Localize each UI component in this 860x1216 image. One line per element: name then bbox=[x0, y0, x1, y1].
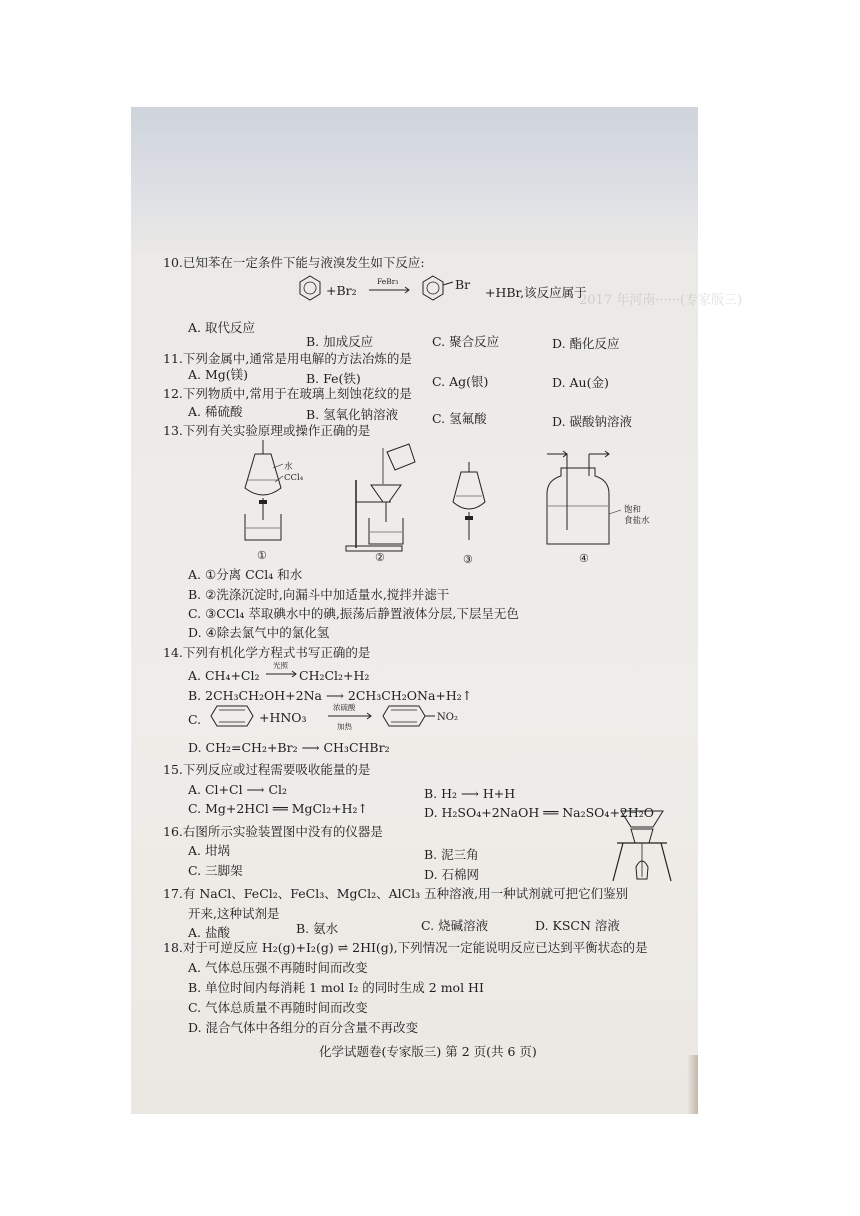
q17-stem: 17.有 NaCl、FeCl₂、FeCl₃、MgCl₂、AlCl₃ 五种溶液,用一种试剂就可把它们鉴别 bbox=[163, 886, 629, 901]
q12-option-a[interactable]: A. 稀硫酸 bbox=[188, 404, 243, 419]
bleed-through-text: 2017 年河南······(专家版三) bbox=[579, 293, 743, 308]
pouring-beaker-icon bbox=[387, 444, 415, 470]
q18-option-c[interactable]: C. 气体总质量不再随时间而改变 bbox=[188, 1000, 368, 1015]
q14-a-arrow-icon bbox=[266, 670, 298, 678]
q12-stem: 12.下列物质中,常用于在玻璃上刻蚀花纹的是 bbox=[163, 386, 412, 401]
filtration-stand-2-icon bbox=[346, 444, 415, 551]
q16-stem: 16.右图所示实验装置图中没有的仪器是 bbox=[163, 824, 383, 839]
q10-option-d[interactable]: D. 酯化反应 bbox=[552, 336, 620, 351]
q14-c-condition-bottom: 加热 bbox=[337, 722, 352, 731]
q16-option-b[interactable]: B. 泥三角 bbox=[424, 847, 479, 862]
q14-option-b[interactable]: B. 2CH₃CH₂OH+2Na ⟶ 2CH₃CH₂ONa+H₂↑ bbox=[188, 688, 473, 703]
q12-option-c[interactable]: C. 氢氟酸 bbox=[432, 411, 487, 426]
nitrobenzene-ring-icon bbox=[383, 706, 425, 726]
q11-option-a[interactable]: A. Mg(镁) bbox=[188, 367, 249, 382]
tripod-icon bbox=[613, 843, 623, 881]
q17-option-b[interactable]: B. 氨水 bbox=[296, 921, 339, 936]
benzene-ring-icon bbox=[211, 706, 253, 726]
q18-option-a[interactable]: A. 气体总压强不再随时间而改变 bbox=[188, 960, 368, 975]
q16-option-c[interactable]: C. 三脚架 bbox=[188, 863, 243, 878]
q13-fig-num-2: ② bbox=[375, 551, 385, 564]
q14-c-mid: +HNO₃ bbox=[259, 710, 307, 725]
q11-option-d[interactable]: D. Au(金) bbox=[552, 375, 609, 390]
q10-br-label: Br bbox=[455, 277, 471, 292]
q14-c-no2: NO₂ bbox=[437, 712, 458, 723]
q14-c-label[interactable]: C. bbox=[188, 712, 202, 727]
q10-catalyst: FeBr₃ bbox=[377, 277, 399, 286]
q13-option-b[interactable]: B. ②洗涤沉淀时,向漏斗中加适量水,搅拌并滤干 bbox=[188, 587, 450, 602]
separatory-funnel-3-icon bbox=[453, 462, 485, 540]
q10-option-b[interactable]: B. 加成反应 bbox=[306, 334, 374, 349]
q15-option-b[interactable]: B. H₂ ⟶ H+H bbox=[424, 786, 516, 801]
q13-option-a[interactable]: A. ①分离 CCl₄ 和水 bbox=[188, 567, 303, 582]
q13-fig-num-3: ③ bbox=[463, 553, 473, 566]
q15-option-d[interactable]: D. H₂SO₄+2NaOH ══ Na₂SO₄+2H₂O bbox=[424, 805, 655, 820]
q13-label-ccl4: CCl₄ bbox=[284, 473, 304, 483]
q17-stem-continued: 开来,这种试剂是 bbox=[188, 906, 280, 921]
q18-stem: 18.对于可逆反应 H₂(g)+I₂(g) ⇌ 2HI(g),下列情况一定能说明反应已达到平衡状态的是 bbox=[163, 940, 648, 955]
q14-stem: 14.下列有机化学方程式书写正确的是 bbox=[163, 645, 371, 660]
q10-plus-br2: +Br₂ bbox=[326, 283, 357, 298]
q17-option-d[interactable]: D. KSCN 溶液 bbox=[535, 918, 620, 933]
q16-crucible-tripod-figure bbox=[609, 807, 675, 885]
funnel-icon bbox=[621, 811, 663, 827]
separatory-funnel-1-icon bbox=[245, 440, 283, 540]
q11-option-c[interactable]: C. Ag(银) bbox=[432, 374, 489, 389]
q13-label-brine-1: 饱和 bbox=[624, 505, 642, 515]
q13-fig-num-4: ④ bbox=[579, 552, 589, 565]
q15-option-a[interactable]: A. Cl+Cl ⟶ Cl₂ bbox=[188, 782, 288, 797]
q13-fig-num-1: ① bbox=[257, 549, 267, 562]
q17-option-a[interactable]: A. 盐酸 bbox=[188, 925, 230, 940]
exam-page-photo bbox=[131, 107, 743, 1114]
q10-stem: 10.已知苯在一定条件下能与液溴发生如下反应: bbox=[163, 255, 425, 270]
q10-tail: +HBr,该反应属于 bbox=[485, 285, 587, 300]
q13-stem: 13.下列有关实验原理或操作正确的是 bbox=[163, 423, 371, 438]
q18-option-d[interactable]: D. 混合气体中各组分的百分含量不再改变 bbox=[188, 1020, 419, 1035]
q16-option-d[interactable]: D. 石棉网 bbox=[424, 867, 480, 882]
q12-option-b[interactable]: B. 氢氧化钠溶液 bbox=[306, 407, 399, 422]
page-edge-shadow bbox=[687, 1055, 698, 1114]
q10-option-a[interactable]: A. 取代反应 bbox=[188, 320, 255, 335]
page-footer: 化学试题卷(专家版三) 第 2 页(共 6 页) bbox=[319, 1044, 537, 1059]
q13-label-water: 水 bbox=[284, 462, 293, 472]
q15-option-c[interactable]: C. Mg+2HCl ══ MgCl₂+H₂↑ bbox=[188, 801, 368, 816]
q14-a-condition: 光照 bbox=[273, 661, 288, 670]
q10-option-c[interactable]: C. 聚合反应 bbox=[432, 334, 500, 349]
q11-stem: 11.下列金属中,通常是用电解的方法冶炼的是 bbox=[163, 351, 412, 366]
q13-label-brine-2: 食盐水 bbox=[624, 516, 650, 526]
q13-option-c[interactable]: C. ③CCl₄ 萃取碘水中的碘,振荡后静置液体分层,下层呈无色 bbox=[188, 606, 519, 621]
benzene-ring-icon bbox=[300, 276, 320, 300]
q14-a-left[interactable]: A. CH₄+Cl₂ bbox=[188, 668, 260, 683]
q18-option-b[interactable]: B. 单位时间内每消耗 1 mol I₂ 的同时生成 2 mol HI bbox=[188, 980, 484, 995]
q13-option-d[interactable]: D. ④除去氯气中的氯化氢 bbox=[188, 625, 330, 640]
q16-option-a[interactable]: A. 坩埚 bbox=[188, 843, 230, 858]
gas-washing-bottle-4-icon bbox=[547, 451, 621, 544]
q14-c-condition-top: 浓硫酸 bbox=[333, 703, 356, 712]
q14-a-right: CH₂Cl₂+H₂ bbox=[299, 668, 370, 683]
q17-option-c[interactable]: C. 烧碱溶液 bbox=[421, 918, 489, 933]
q15-stem: 15.下列反应或过程需要吸收能量的是 bbox=[163, 762, 371, 777]
crucible-icon bbox=[631, 829, 653, 843]
q11-option-b[interactable]: B. Fe(铁) bbox=[306, 371, 361, 386]
q14-option-d[interactable]: D. CH₂=CH₂+Br₂ ⟶ CH₃CHBr₂ bbox=[188, 740, 390, 755]
q12-option-d[interactable]: D. 碳酸钠溶液 bbox=[552, 414, 633, 429]
bromobenzene-ring-icon bbox=[423, 276, 443, 300]
